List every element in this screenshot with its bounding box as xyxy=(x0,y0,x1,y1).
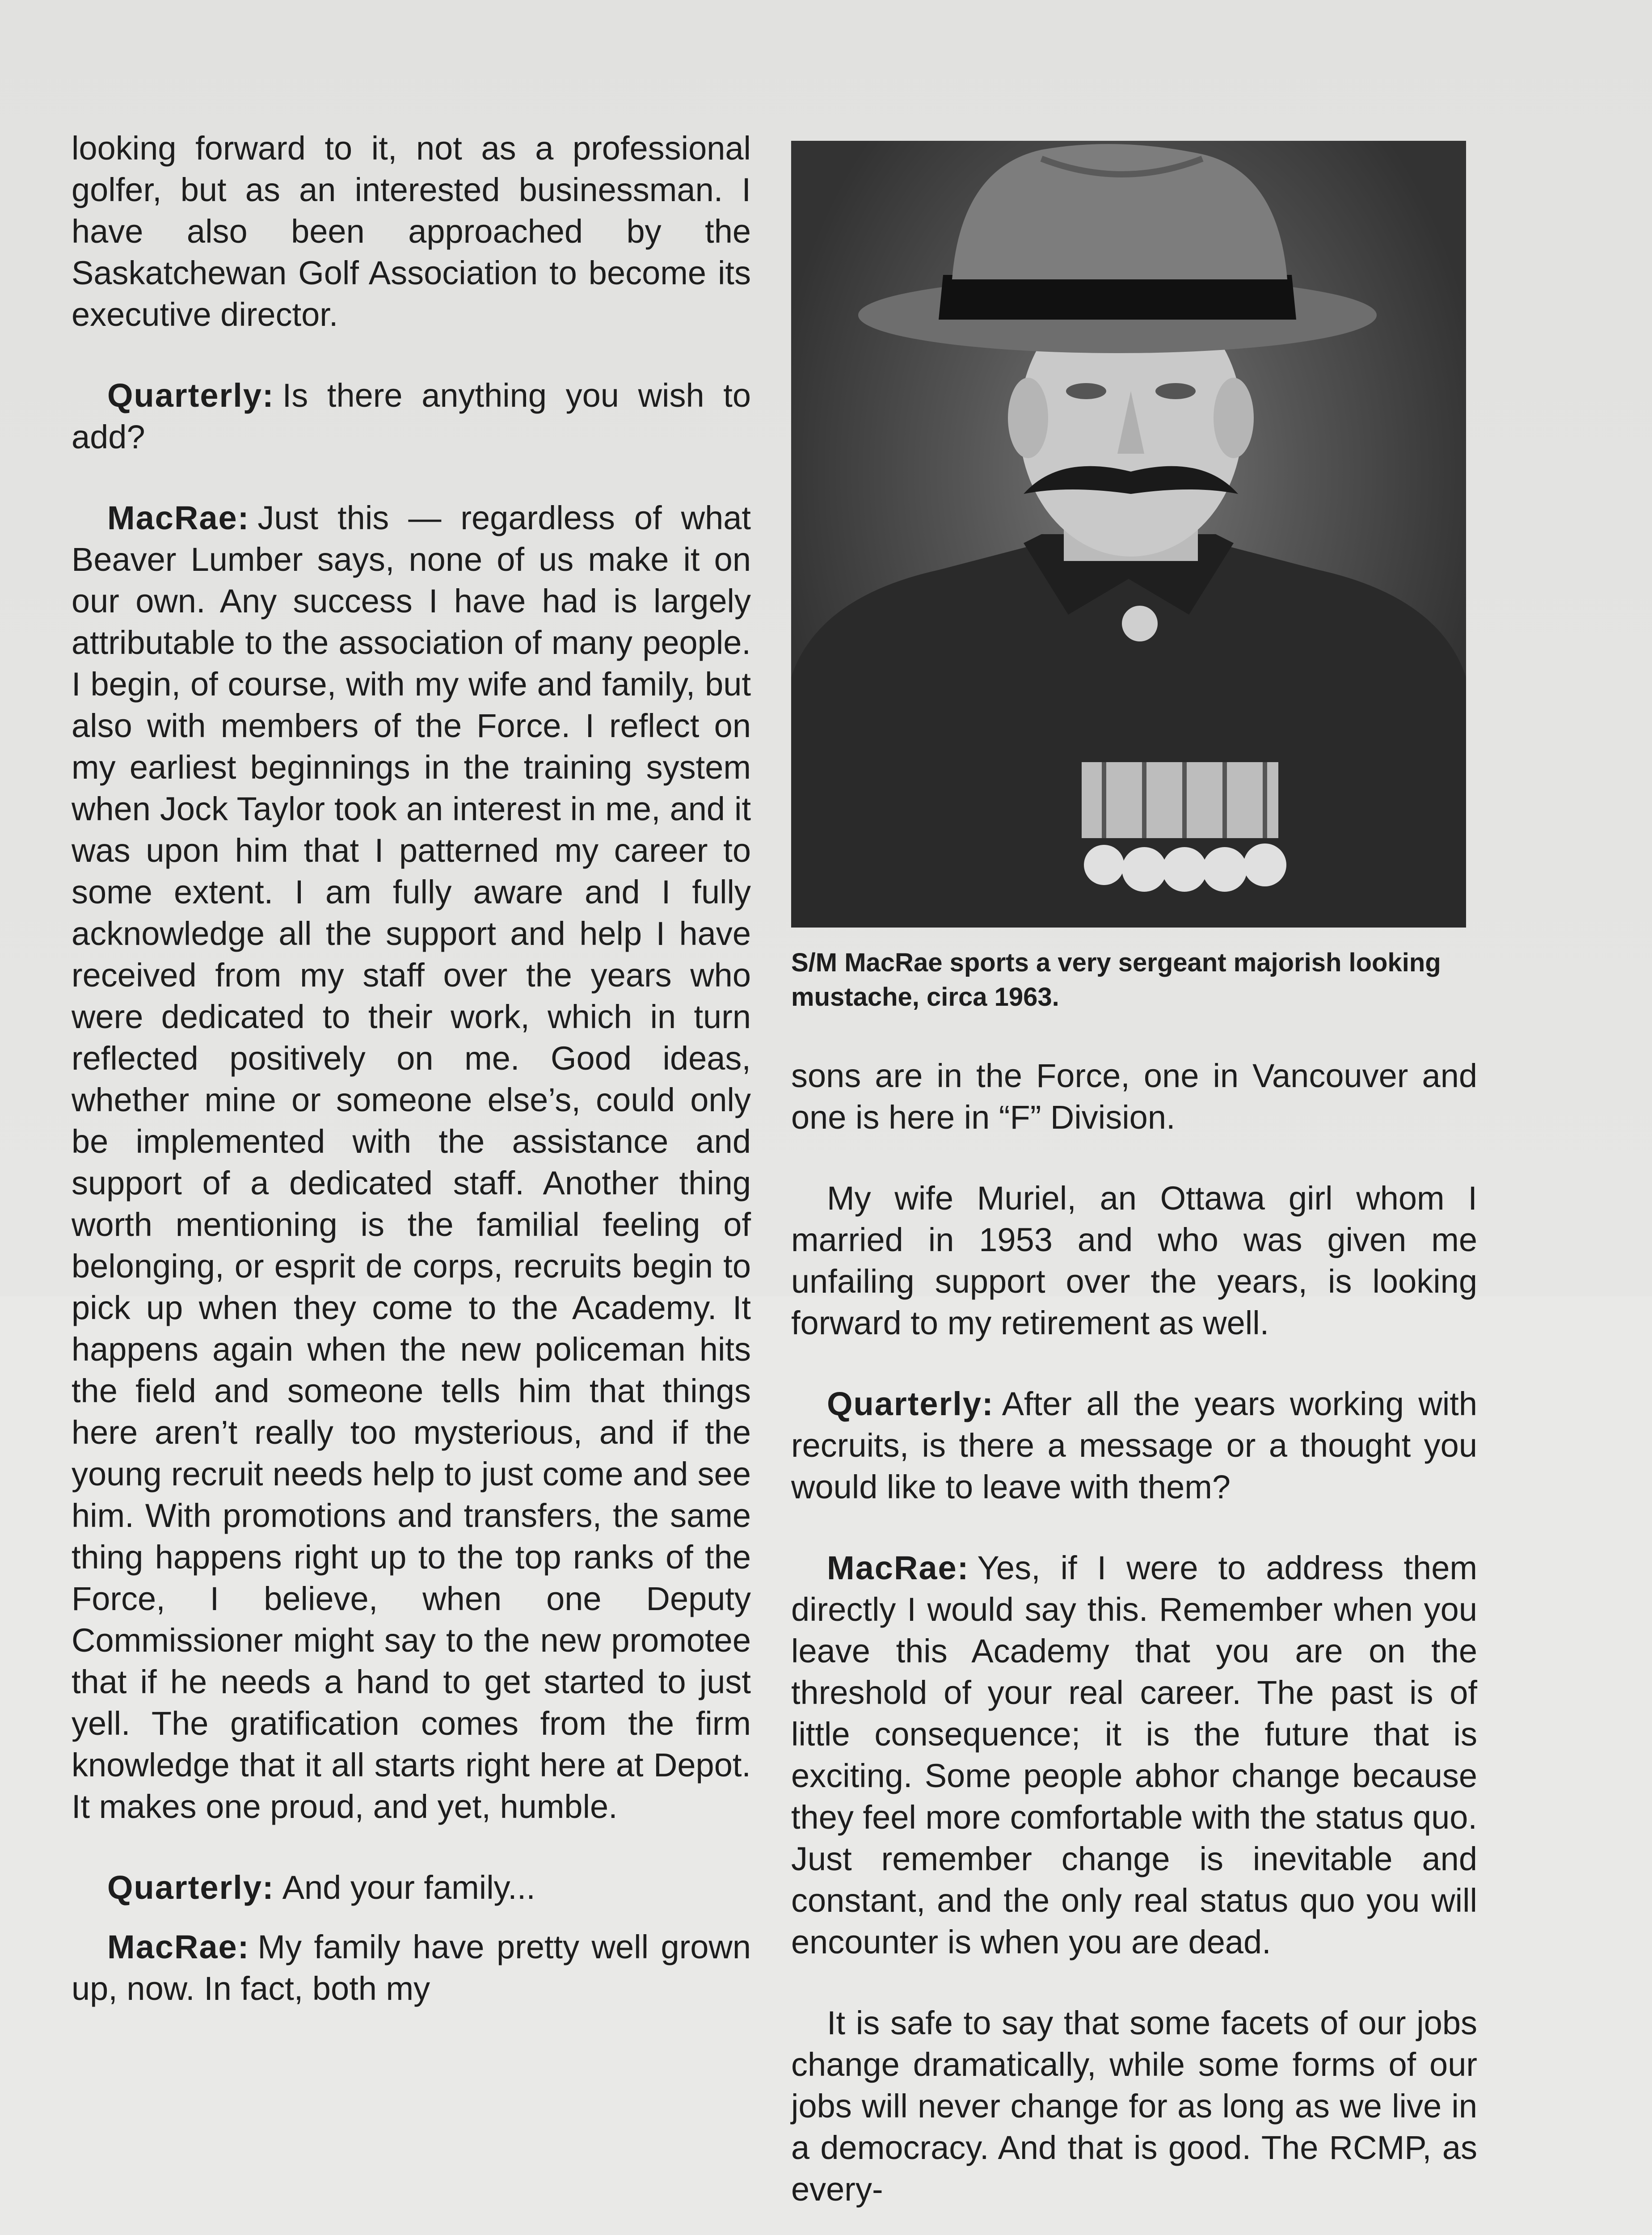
question-paragraph xyxy=(791,1383,1477,1508)
question-text: And your family... xyxy=(282,1869,535,1906)
speaker-label: MacRae: xyxy=(107,1928,250,1965)
speaker-label: MacRae: xyxy=(107,499,250,536)
answer-paragraph xyxy=(791,1547,1477,1963)
question-paragraph xyxy=(72,1867,751,1908)
question-paragraph xyxy=(72,375,751,458)
portrait-illustration xyxy=(791,141,1466,928)
answer-text: My family have pretty well grown up, now. In fact, both my xyxy=(72,1928,751,2007)
answer-text: Yes, if I were to address them directly I would say this. Remember when you leave this Academy that you are on the threshold of your real career. The past is of little consequence; it is the future that is exciting. Some people abhor change because they feel more comfortable with the status quo. Just remember change is inevitable and constant, and the only real status quo you will encounter is when you are dead. xyxy=(791,1549,1477,1961)
portrait-photo xyxy=(791,141,1466,928)
continued-paragraph: sons are in the Force, one in Vancouver and one is here in “F” Division. xyxy=(791,1057,1477,1136)
body-paragraph: It is safe to say that some facets of our jobs change dramatically, while some forms of our jobs will never change for as long as we live in a democracy. And that is good. The RCMP, as every- xyxy=(791,2004,1477,2208)
speaker-label: Quarterly: xyxy=(107,1869,274,1906)
question-text: After all the years working with recruits, is there a message or a thought you would like to leave with them? xyxy=(791,1385,1477,1505)
answer-paragraph xyxy=(72,497,751,1827)
left-column xyxy=(72,127,751,2049)
intro-paragraph: looking forward to it, not as a professional golfer, but as an interested businessman. I have also been approached by the Saskatchewan Golf Association to become its executive director. xyxy=(72,130,751,333)
speaker-label: MacRae: xyxy=(827,1549,969,1586)
speaker-label: Quarterly: xyxy=(107,377,274,414)
photo-caption: S/M MacRae sports a very sergeant majorish looking mustache, circa 1963. xyxy=(791,948,1441,1012)
answer-paragraph xyxy=(72,1926,751,2009)
speaker-label: Quarterly: xyxy=(827,1385,994,1422)
answer-text: Just this — regardless of what Beaver Lumber says, none of us make it on our own. Any success I have had is largely attributable to the association of many people. I begin, of course, with my wife and family, but also with members of the Force. I reflect on my earliest beginnings in the training system when Jock Taylor took an interest in me, and it was upon him that I patterned my career to some extent. I am fully aware and I fully acknowledge all the support and help I have received from my staff over the years who were dedicated to their work, which in turn reflected positively on me. Good ideas, whether mine or someone else’s, could only be implemented with the assistance and support of a dedicated staff. Another thing worth mentioning is the familial feeling of belonging, or esprit de corps, recruits begin to pick up when they come to the Academy. It happens again when the new policeman hits the field and someone tells him that things here aren’t really too mysterious, and if the young recruit needs help to just come and see him. With promotions and transfers, the same thing happens right up to the top ranks of the Force, I believe, when one Deputy Commissioner might say to the new promotee that if he needs a hand to get started to just yell. The gratification comes from the firm knowledge that it all starts right here at Depot. It makes one proud, and yet, humble. xyxy=(72,499,751,1825)
right-column xyxy=(791,1055,1477,2235)
question-text: Is there anything you wish to add? xyxy=(72,377,751,455)
body-paragraph: My wife Muriel, an Ottawa girl whom I married in 1953 and who was given me unfailing support over the years, is looking forward to my retirement as well. xyxy=(791,1180,1477,1341)
